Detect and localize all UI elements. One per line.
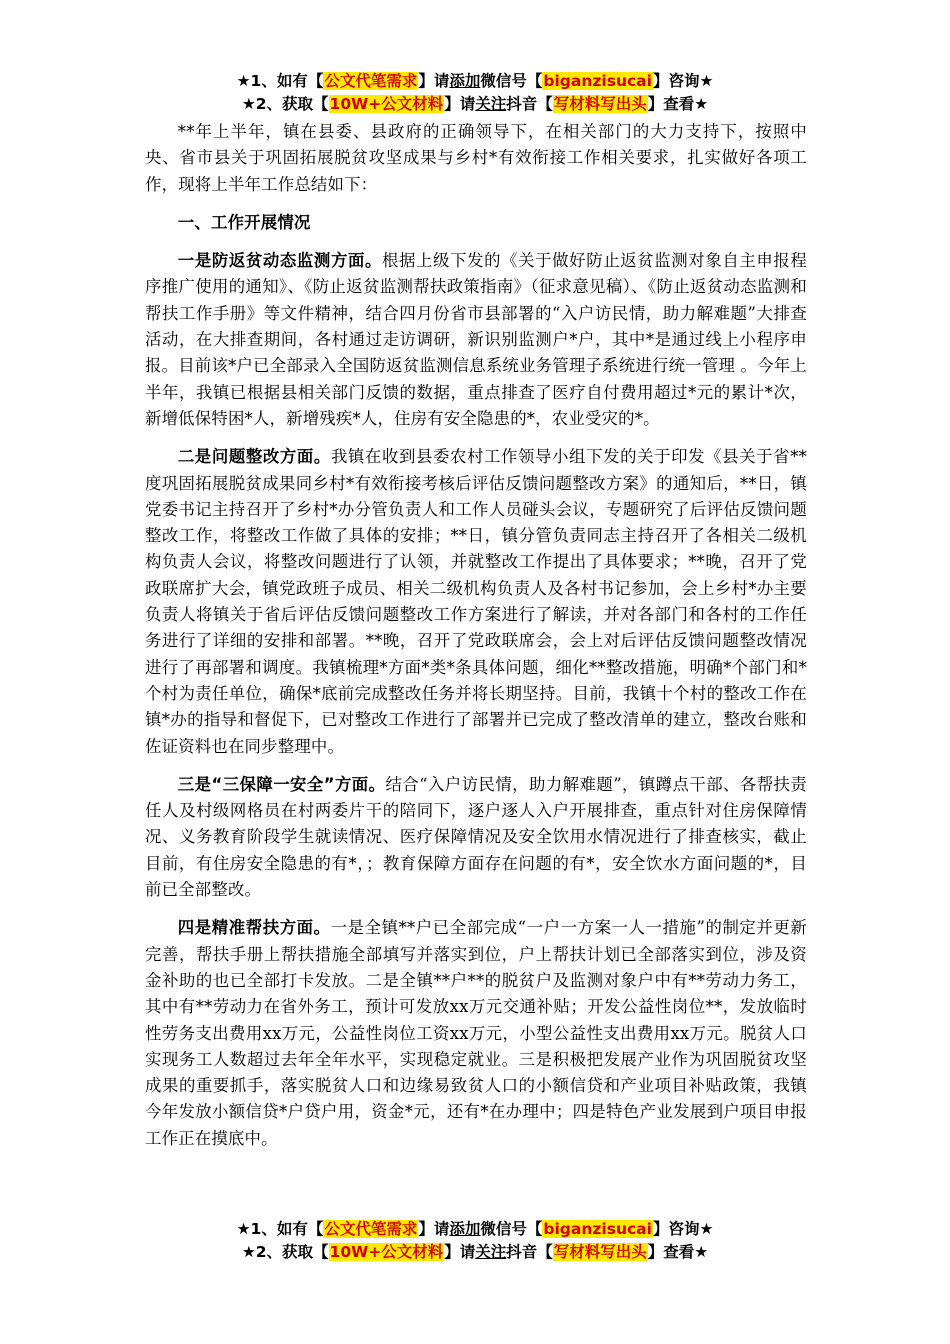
paragraph-lead: 二是问题整改方面。 (177, 447, 331, 467)
promo-text: 微信号【 (480, 72, 543, 90)
paragraph-lead: 三是“三保障一安全”方面。 (177, 774, 386, 794)
promo-highlight: 写材料写出头 (553, 1243, 647, 1261)
promo-text: 】请 (444, 1243, 476, 1261)
paragraph-targeted-assistance (145, 915, 807, 1152)
promo-text: 】请 (444, 95, 476, 113)
paragraph-lead: 一是防返贫动态监测方面。 (177, 251, 382, 271)
promo-text: 】请 (418, 72, 450, 90)
promo-text: 】查看★ (647, 1243, 709, 1261)
promo-text: ★1、如有【 (236, 1220, 324, 1238)
promo-text: ★1、如有【 (236, 72, 324, 90)
promo-text: ★2、获取【 (241, 1243, 329, 1261)
promo-underlined: 添加 (449, 1220, 481, 1238)
promo-text: 抖音【 (506, 1243, 553, 1261)
paragraph-lead: 四是精准帮扶方面。 (177, 918, 331, 938)
promo-text: 】查看★ (647, 95, 709, 113)
section-heading: 一、工作开展情况 (177, 212, 311, 232)
promo-banner-bottom (0, 1218, 950, 1264)
promo-line-2 (0, 1241, 950, 1264)
intro-paragraph: **年上半年，镇在县委、县政府的正确领导下，在相关部门的大力支持下，按照中央、省市县关于巩固拓展脱贫攻坚成果与乡村*有效衔接工作相关要求，扎实做好各项工作，现将上半年工作总结如下： (145, 122, 807, 194)
paragraph-text: 结合“入户访民情，助力解难题”，镇蹲点干部、各帮扶责任人及村级网格员在村两委片干的陪同下，逐户逐人入户开展排查，重点针对住房保障情况、义务教育阶段学生就读情况、医疗保障情况及安全饮用水情况进行了排查核实，截止目前，有住房安全隐患的有*，；教育保障方面存在问题的有*，安全饮水方面问题的*，目前已全部整改。 (145, 774, 807, 900)
promo-highlight: 公文代笔需求 (324, 1220, 418, 1238)
promo-text: 微信号【 (480, 1220, 543, 1238)
paragraph-monitoring (145, 248, 807, 432)
promo-highlight: biganzisucai (543, 72, 652, 90)
paragraph-text: 根据上级下发的《关于做好防止返贫监测对象自主申报程序推广使用的通知》、《防止返贫监测帮扶政策指南》（征求意见稿）、《防止返贫动态监测和帮扶工作手册》等文件精神，结合四月份省市县部署的“入户访民情，助力解难题”大排查活动，在大排查期间，各村通过走访调研，新识别监测户*户，其中*是通过线上小程序申报。目前该*户已全部录入全国防返贫监测信息系统业务管理子系统进行统一管理 。今年上半年，我镇已根据县相关部门反馈的数据，重点排查了医疗自付费用超过*元的累计*次，新增低保特困*人，新增残疾*人，住房有安全隐患的*，农业受灾的*。 (145, 251, 807, 428)
promo-underlined: 关注 (475, 95, 507, 113)
promo-highlight: biganzisucai (543, 1220, 652, 1238)
promo-highlight: 10W+公文材料 (329, 1243, 444, 1261)
promo-line-1 (0, 1218, 950, 1241)
promo-text: 】请 (418, 1220, 450, 1238)
promo-highlight: 10W+公文材料 (329, 95, 444, 113)
paragraph-text: 我镇在收到县委农村工作领导小组下发的关于印发《县关于省**度巩固拓展脱贫成果同乡村*有效衔接考核后评估反馈问题整改方案》的通知后，**日，镇党委书记主持召开了乡村*办分管负责人和工作人员碰头会议，专题研究了后评估反馈问题整改工作，将整改工作做了具体的安排；**日，镇分管负责同志主持召开了各相关二级机构负责人会议，将整改问题进行了认领，并就整改工作提出了具体要求；**晚，召开了党政联席扩大会，镇党政班子成员、相关二级机构负责人及各村书记参加，会上乡村*办主要负责人将镇关于省后评估反馈问题整改工作方案进行了解读，并对各部门和各村的工作任务进行了详细的安排和部署。**晚，召开了党政联席会，会上对后评估反馈问题整改情况进行了再部署和调度。我镇梳理*方面*类*条具体问题，细化**整改措施，明确*个部门和*个村为责任单位，确保*底前完成整改任务并将长期坚持。目前，我镇十个村的整改工作在镇*办的指导和督促下，已对整改工作进行了部署并已完成了整改清单的建立，整改台账和佐证资料也在同步整理中。 (145, 447, 807, 756)
promo-line-2 (0, 93, 950, 116)
promo-text: ★2、获取【 (241, 95, 329, 113)
promo-underlined: 关注 (475, 1243, 507, 1261)
promo-highlight: 公文代笔需求 (324, 72, 418, 90)
promo-highlight: 写材料写出头 (553, 95, 647, 113)
promo-text: 】咨询★ (652, 72, 714, 90)
promo-line-1 (0, 70, 950, 93)
promo-text: 抖音【 (506, 95, 553, 113)
promo-text: 】咨询★ (652, 1220, 714, 1238)
paragraph-rectification (145, 444, 807, 760)
document-body (145, 119, 807, 1152)
promo-underlined: 添加 (449, 72, 481, 90)
promo-banner-top (0, 70, 950, 116)
paragraph-text: 一是全镇**户已全部完成“一户一方案一人一措施”的制定并更新完善，帮扶手册上帮扶措施全部填写并落实到位，户上帮扶计划已全部落实到位，涉及资金补助的也已全部打卡发放。二是全镇**户**的脱贫户及监测对象户中有**劳动力务工，其中有**劳动力在省外务工，预计可发放xx万元交通补贴；开发公益性岗位**，发放临时性劳务支出费用xx万元，公益性岗位工资xx万元，小型公益性支出费用xx万元。脱贫人口实现务工人数超过去年全年水平，实现稳定就业。三是积极把发展产业作为巩固脱贫攻坚成果的重要抓手，落实脱贫人口和边缘易致贫人口的小额信贷和产业项目补贴政策，我镇今年发放小额信贷*户贷户用，资金*元，还有*在办理中；四是特色产业发展到户项目申报工作正在摸底中。 (145, 918, 807, 1148)
paragraph-three-guarantees (145, 772, 807, 903)
